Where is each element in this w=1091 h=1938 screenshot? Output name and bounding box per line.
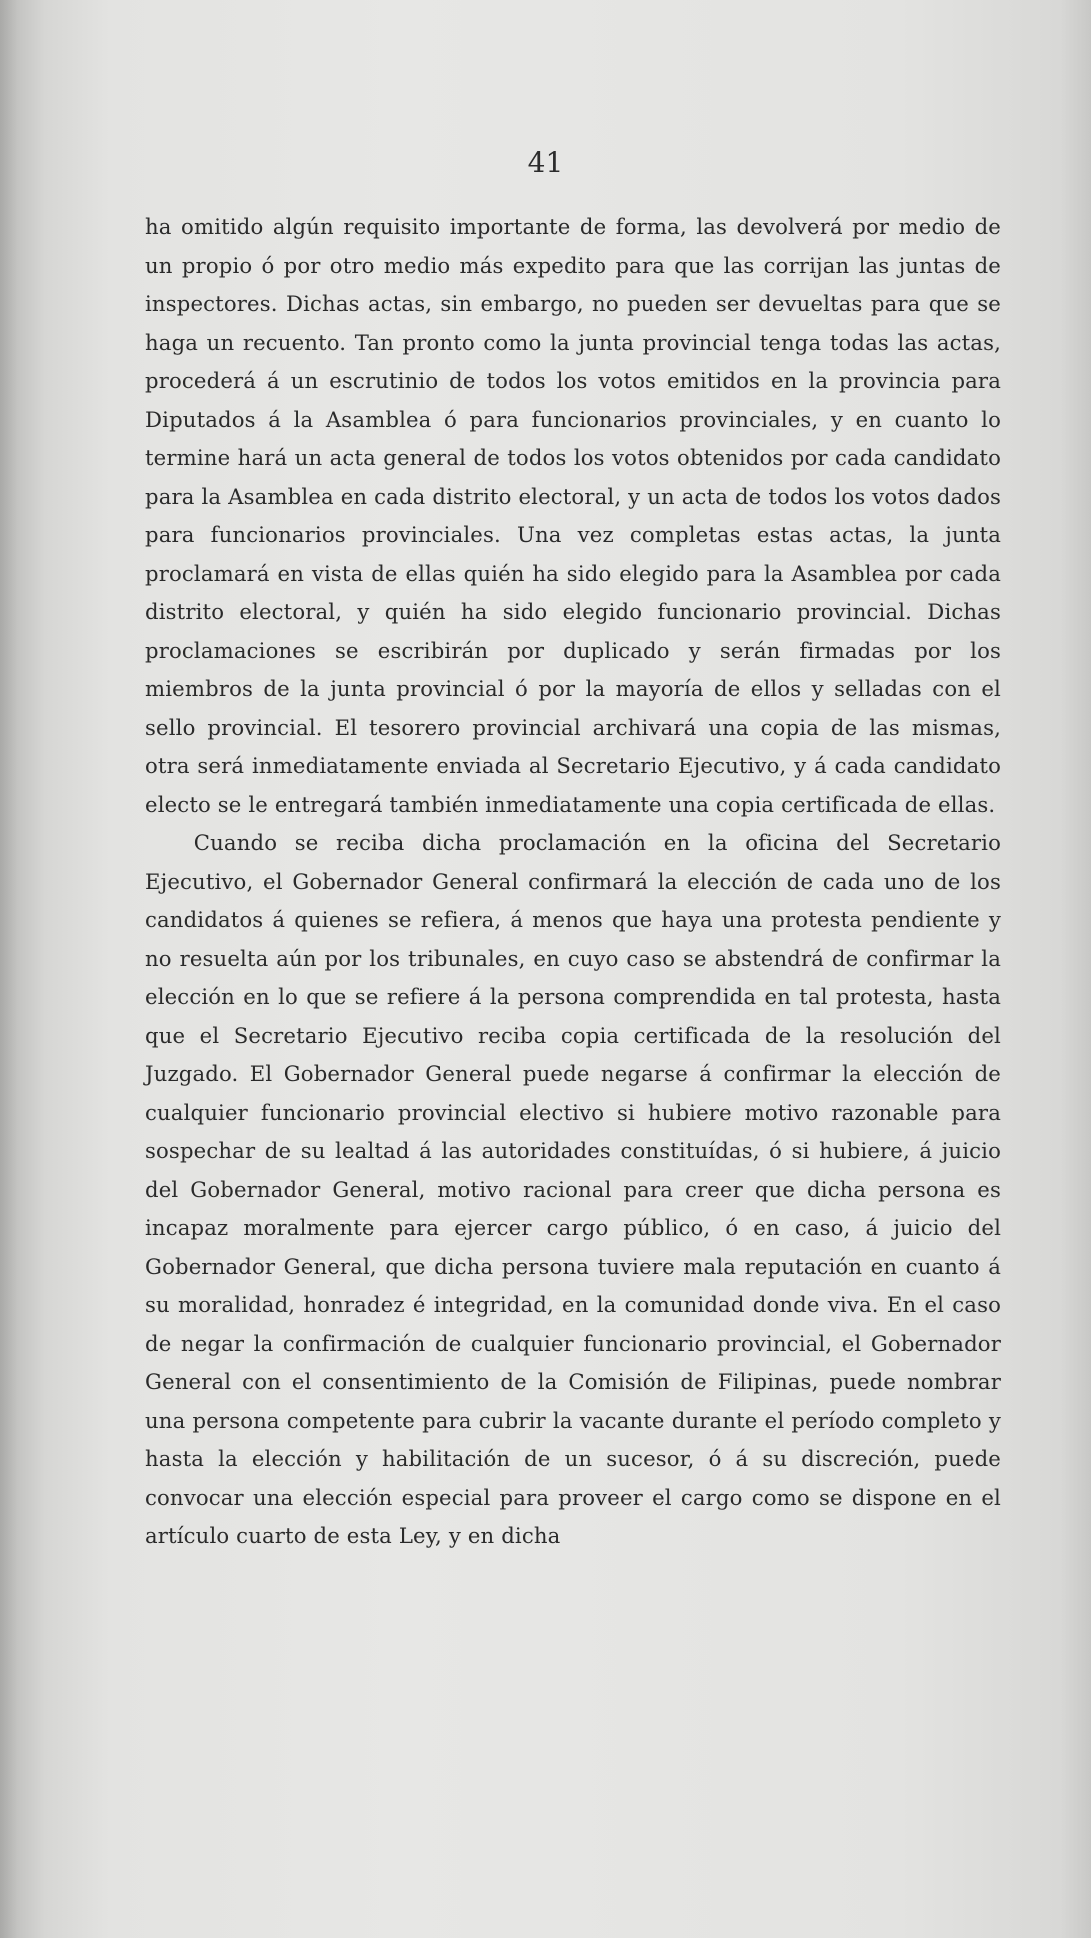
page-number: 41 bbox=[527, 146, 564, 179]
paragraph-proclamation: Cuando se reciba dicha proclamación en la oficina del Secretario Ejecutivo, el Gobernador General confirmará la elección de cada uno de los candidatos á quienes se refiera, á menos que haya una protesta pendiente y no resuelta aún por los tribunales, en cuyo caso se abstendrá de confirmar la elección en lo que se refiere á la persona comprendida en tal protesta, hasta que el Secretario Ejecutivo reciba copia certificada de la resolución del Juzgado. El Gobernador General puede negarse á confirmar la elección de cualquier funcionario provincial electivo si hubiere motivo razonable para sospechar de su lealtad á las autoridades constituídas, ó si hubiere, á juicio del Gobernador General, motivo racional para creer que dicha persona es incapaz moralmente para ejercer cargo público, ó en caso, á juicio del Gobernador General, que dicha persona tuviere mala reputación en cuanto á su moralidad, honradez é integridad, en la comunidad donde viva. En el caso de negar la confirmación de cualquier funcionario provincial, el Gobernador General con el consentimiento de la Comisión de Filipinas, puede nombrar una persona competente para cubrir la vacante durante el período completo y hasta la elección y habilitación de un sucesor, ó á su discreción, puede convocar una elección especial para proveer el cargo como se dispone en el artículo cuarto de esta Ley, y en dicha bbox=[145, 830, 1001, 1548]
body-text bbox=[145, 208, 1001, 1556]
paragraph-continuation: ha omitido algún requisito importante de forma, las devolverá por medio de un propio ó por otro medio más expedito para que las corrijan las juntas de inspectores. Dichas actas, sin embargo, no pueden ser devueltas para que se haga un recuento. Tan pronto como la junta provincial tenga todas las actas, procederá á un escrutinio de todos los votos emitidos en la provincia para Diputados á la Asamblea ó para funcionarios provinciales, y en cuanto lo termine hará un acta general de todos los votos obtenidos por cada candidato para la Asamblea en cada distrito electoral, y un acta de todos los votos dados para funcionarios provinciales. Una vez completas estas actas, la junta proclamará en vista de ellas quién ha sido elegido para la Asamblea por cada distrito electoral, y quién ha sido elegido funcionario provincial. Dichas proclamaciones se escribirán por duplicado y serán firmadas por los miembros de la junta provincial ó por la mayoría de ellos y selladas con el sello provincial. El tesorero provincial archivará una copia de las mismas, otra será inmediatamente enviada al Secretario Ejecutivo, y á cada candidato electo se le entregará también inmediatamente una copia certificada de ellas. bbox=[145, 214, 1001, 817]
